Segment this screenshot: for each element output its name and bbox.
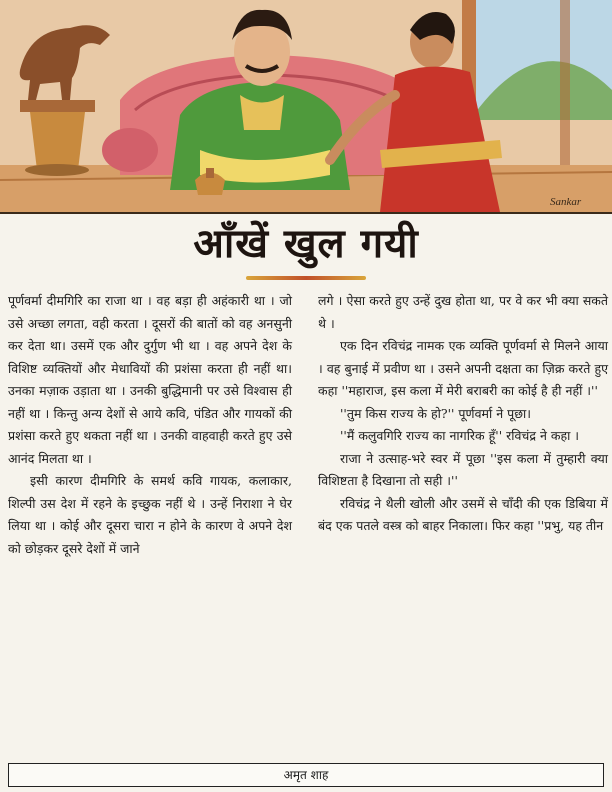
story-paragraph: पूर्णवर्मा दीमगिरि का राजा था । वह बड़ा ही अहंकारी था । जो उसे अच्छा लगता, वही करता । दूसरों की बातों को वह अनसुनी कर देता था। उसमें एक और दुर्गुण भी था । वह अपने देश के विशिष्ट व्यक्तियों और मेधावियों की प्रशंसा करता ही नहीं था। उनका मज़ाक उड़ाता था । उनकी बुद्धिमानी पर उसे विश्वास ही नहीं था । किन्तु अन्य देशों से आये कवि, पंडित और गायकों की प्रशंसा करते हुए थकता नहीं था । उनकी वाहवाही करते हुए उसे आनंद मिलता था । [8, 293, 292, 466]
story-paragraph: एक दिन रविचंद्र नामक एक व्यक्ति पूर्णवर्मा से मिलने आया । वह बुनाई में प्रवीण था । उसने अपनी दक्षता का ज़िक्र करते हुए कहा ''महाराज, इस कला में मेरी बराबरी का कोई है ही नहीं ।'' [318, 338, 608, 398]
story-title: आँखें खुल गयी [193, 221, 419, 267]
story-paragraph: लगे । ऐसा करते हुए उन्हें दुख होता था, पर वे कर भी क्या सकते थे । [318, 293, 608, 331]
story-illustration [0, 0, 612, 214]
author-byline-box [8, 763, 604, 787]
story-column-right [318, 290, 608, 538]
story-paragraph: रविचंद्र ने थैली खोली और उसमें से चाँदी की एक डिबिया में बंद एक पतले वस्त्र को बाहर निकाला। फिर कहा ''प्रभु, यह तीन [318, 495, 608, 533]
story-paragraph: इसी कारण दीमगिरि के समर्थ कवि गायक, कलाकार, शिल्पी उस देश में रहने के इच्छुक नहीं थे । उन्हें निराशा ने घेर लिया था । कोई और दूसरा चारा न होने के कारण वे अपने देश को छोड़कर दूसरे देशों में जाने [8, 473, 292, 556]
author-name: अमृत शाह [283, 768, 329, 782]
story-paragraph: राजा ने उत्साह-भरे स्वर में पूछा ''इस कला में तुम्हारी क्या विशिष्टता है दिखाना तो सही ।'' [318, 450, 608, 488]
artist-signature: Sankar [550, 196, 582, 208]
story-paragraph: ''मैं कलुवगिरि राज्य का नागरिक हूँ'' रविचंद्र ने कहा । [340, 428, 580, 443]
court-scene-illustration [0, 0, 612, 212]
story-paragraph: ''तुम किस राज्य के हो?'' पूर्णवर्मा ने पूछा। [340, 405, 531, 421]
title-underline [246, 276, 366, 280]
story-column-left [8, 290, 292, 560]
